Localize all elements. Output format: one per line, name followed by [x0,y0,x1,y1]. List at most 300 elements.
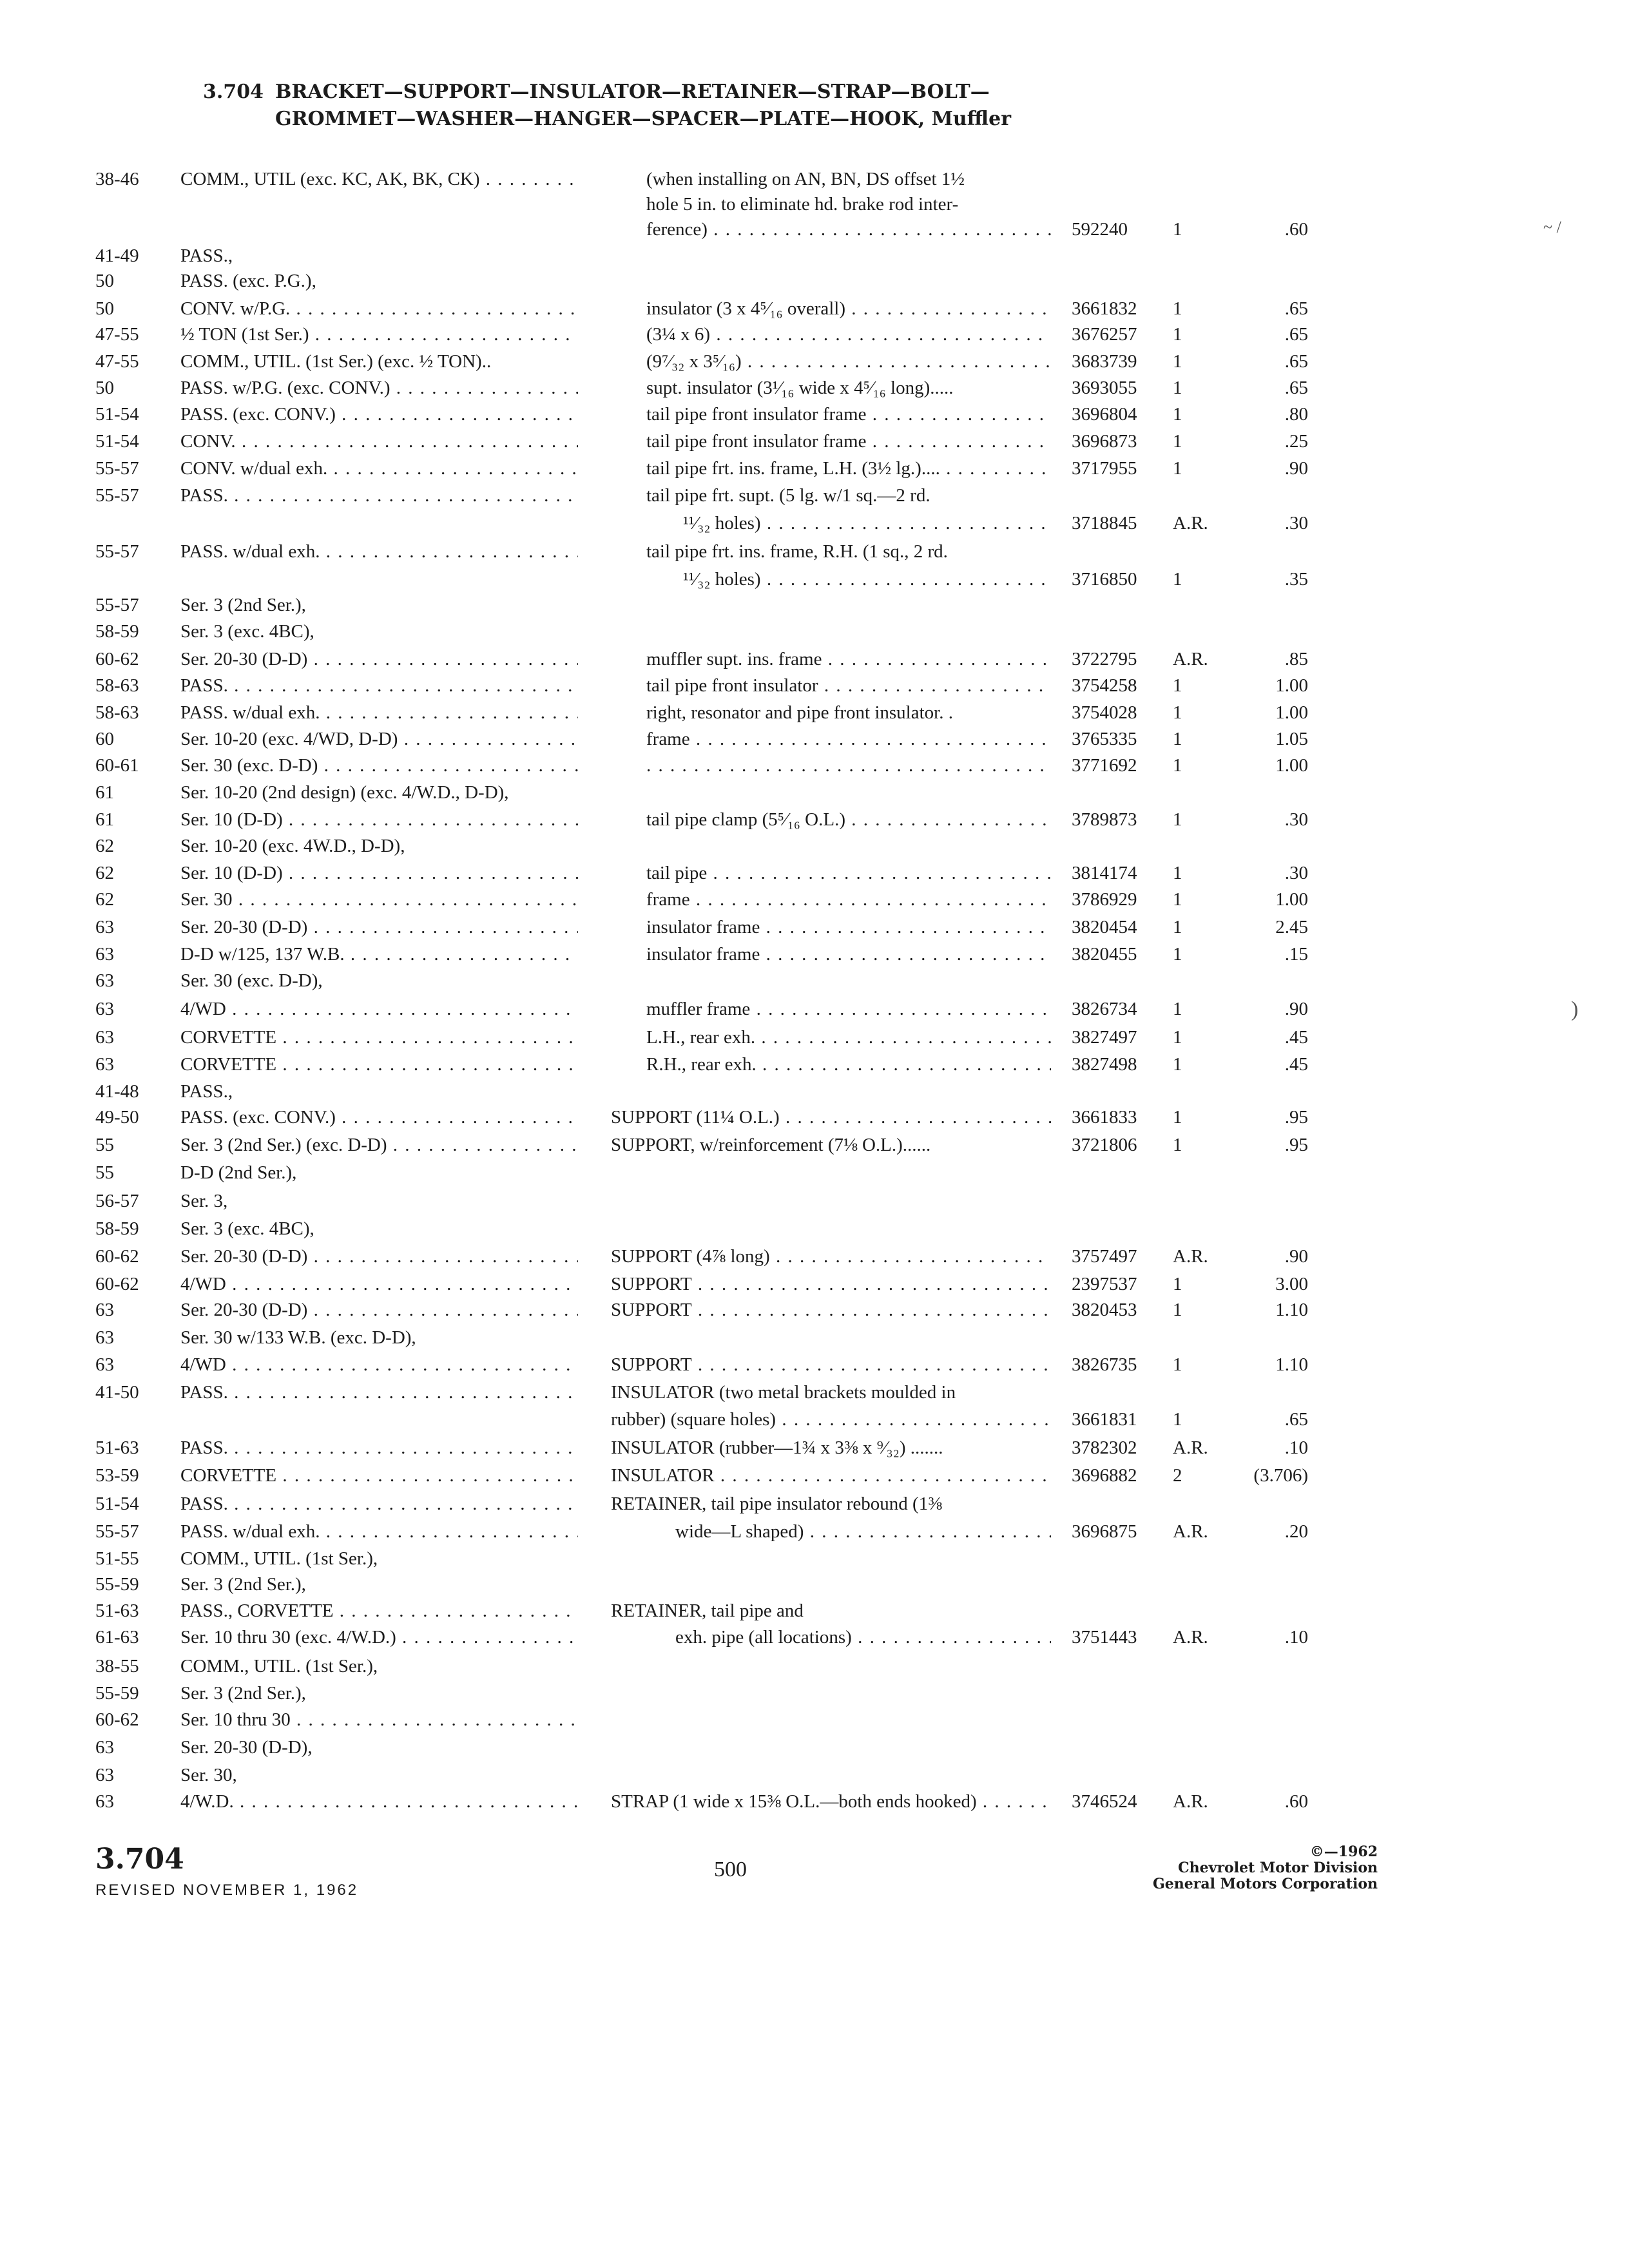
year-cell [95,538,173,566]
part-number-cell [1072,886,1168,914]
model-cell-text: Ser. 10-20 (exc. 4/WD, D-D) . . . [180,729,578,749]
description-cell-text: SUPPORT . . . [611,1274,1051,1294]
table-row [0,191,1629,218]
part-number-cell-text: 3696882 [1072,1465,1137,1486]
price-cell-text: .95 [1284,1107,1308,1128]
part-number-cell [1072,374,1168,402]
quantity-cell [1173,566,1244,593]
description-cell-text: ference) . . . [646,219,1051,240]
year-cell [95,914,173,941]
year-cell [95,672,173,700]
model-cell-text: ½ TON (1st Ser.) . . . [180,324,578,345]
part-number-cell-text: 3676257 [1072,324,1137,345]
year-cell [95,1078,173,1106]
table-row [0,1187,1629,1215]
model-cell [180,860,578,887]
part-number-cell-text: 3696875 [1072,1521,1137,1542]
description-cell [611,1104,1051,1131]
year-cell-text: 61 [95,809,114,830]
model-cell [180,401,578,428]
quantity-cell-text: 1 [1173,675,1182,696]
table-row [0,1462,1629,1490]
model-cell-text: Ser. 10-20 (exc. 4W.D., D-D), [180,836,405,856]
price-cell [1244,1243,1308,1271]
model-cell-text: CORVETTE . . . [180,1054,578,1075]
model-cell-text: Ser. 10 thru 30 (exc. 4/W.D.) . . . [180,1627,578,1648]
description-cell-text: exh. pipe (all locations) . . . [675,1627,1051,1648]
description-cell [646,295,1051,323]
footer-copyright: ©—1962 [1309,1843,1378,1860]
table-row [0,1706,1629,1734]
part-number-cell-text: 3751443 [1072,1627,1137,1648]
description-cell [646,726,1051,753]
part-number-cell-text: 3696873 [1072,431,1137,452]
part-number-cell-text: 3721806 [1072,1135,1137,1155]
description-cell-text: tail pipe front insulator . . . [646,675,1051,696]
table-row [0,1545,1629,1573]
quantity-cell-text: 1 [1173,755,1182,776]
description-cell-text: supt. insulator (3¹⁄₁₆ wide x 4⁵⁄₁₆ long)..... [646,378,954,398]
year-cell-text: 41-49 [95,245,139,266]
description-cell-text: INSULATOR . . . [611,1465,1051,1486]
model-cell-text: CONV. . . . [180,431,578,452]
model-cell [180,914,578,941]
model-cell [180,1104,578,1131]
table-row [0,401,1629,428]
part-number-cell [1072,1462,1168,1490]
description-cell [646,374,1051,402]
description-cell [611,1271,1051,1298]
description-cell [646,699,1051,727]
price-cell-text: .30 [1284,809,1308,830]
part-number-cell-text: 3786929 [1072,889,1137,910]
quantity-cell [1173,886,1244,914]
description-cell-text: rubber) (square holes) . . . [611,1409,1051,1430]
year-cell [95,806,173,834]
model-cell [180,1462,578,1490]
price-cell [1244,295,1308,323]
price-cell-text: .90 [1284,1246,1308,1267]
description-cell-text: wide—L shaped) . . . [675,1521,1051,1542]
part-number-cell [1072,1624,1168,1651]
footer-section-number: 3.704 [95,1843,184,1876]
model-cell [180,1271,578,1298]
part-number-cell [1072,428,1168,456]
part-number-cell-text: 3716850 [1072,569,1137,590]
price-cell-text: .30 [1284,513,1308,533]
part-number-cell-text: 3771692 [1072,755,1137,776]
part-number-cell [1072,1131,1168,1159]
description-cell [611,1597,1051,1625]
price-cell [1244,1788,1308,1816]
quantity-cell [1173,216,1244,244]
table-row [0,967,1629,995]
model-cell [180,1187,578,1215]
year-cell [95,752,173,780]
model-cell-text: PASS. . . . [180,1494,578,1514]
description-cell [611,1131,1051,1159]
description-cell [646,914,1051,941]
quantity-cell [1173,1051,1244,1079]
quantity-cell-text: 1 [1173,944,1182,965]
price-cell [1244,216,1308,244]
model-cell [180,1243,578,1271]
description-cell [675,1624,1051,1651]
part-number-cell [1072,455,1168,483]
quantity-cell [1173,806,1244,834]
year-cell-text: 51-63 [95,1437,139,1458]
part-number-cell [1072,914,1168,941]
year-cell-text: 41-48 [95,1081,139,1102]
quantity-cell-text: 1 [1173,569,1182,590]
model-cell-text: Ser. 3 (2nd Ser.) (exc. D-D) . . . [180,1135,578,1155]
model-cell-text: D-D w/125, 137 W.B. . . . [180,944,578,965]
year-cell [95,1104,173,1131]
description-cell [646,646,1051,673]
year-cell-text: 60-61 [95,755,139,776]
model-cell-text: PASS. . . . [180,1382,578,1403]
part-number-cell [1072,752,1168,780]
quantity-cell [1173,428,1244,456]
model-cell [180,995,578,1023]
model-cell-text: Ser. 3, [180,1191,228,1211]
description-cell-text: L.H., rear exh. . . . [646,1027,1051,1048]
quantity-cell [1173,1462,1244,1490]
description-cell-text: R.H., rear exh. . . . [646,1054,1051,1075]
price-cell [1244,699,1308,727]
table-row [0,1406,1629,1434]
description-cell [646,1051,1051,1079]
year-cell-text: 50 [95,378,114,398]
footer-publisher [1153,1844,1378,1892]
description-cell-text: tail pipe frt. ins. frame, R.H. (1 sq., 2 rd. [646,541,948,562]
part-number-cell [1072,1296,1168,1324]
price-cell-text: .20 [1284,1521,1308,1542]
year-cell [95,1296,173,1324]
description-cell [611,1351,1051,1379]
part-number-cell-text: 3683739 [1072,351,1137,372]
description-cell [646,166,1051,193]
table-row [0,1024,1629,1052]
quantity-cell [1173,295,1244,323]
price-cell [1244,995,1308,1023]
description-cell-text: SUPPORT (11¼ O.L.) . . . [611,1107,1051,1128]
table-row [0,1597,1629,1625]
description-cell [646,995,1051,1023]
model-cell [180,1734,578,1762]
description-cell [646,216,1051,244]
table-row [0,1104,1629,1131]
part-number-cell [1072,1434,1168,1462]
price-cell [1244,646,1308,673]
year-cell [95,1680,173,1707]
table-row [0,1131,1629,1159]
year-cell-text: 51-55 [95,1548,139,1569]
year-cell [95,482,173,510]
quantity-cell [1173,1296,1244,1324]
heading-title-line1: BRACKET—SUPPORT—INSULATOR—RETAINER—STRAP—BOLT— [275,81,990,103]
year-cell-text: 55-59 [95,1574,139,1595]
year-cell [95,1518,173,1546]
year-cell [95,242,173,270]
model-cell [180,538,578,566]
model-cell [180,1490,578,1518]
model-cell-text: 4/WD . . . [180,1274,578,1294]
year-cell-text: 63 [95,970,114,991]
model-cell-text: PASS. w/dual exh. . . . [180,702,578,723]
year-cell [95,348,173,376]
table-row [0,886,1629,914]
table-row [0,1788,1629,1816]
model-cell-text: CONV. w/dual exh. . . . [180,458,578,479]
part-number-cell-text: 3661832 [1072,298,1137,319]
year-cell [95,1379,173,1407]
table-row [0,1324,1629,1352]
year-cell-text: 58-59 [95,1218,139,1239]
year-cell [95,1624,173,1651]
table-row [0,348,1629,376]
model-cell [180,672,578,700]
quantity-cell-text: A.R. [1173,1246,1208,1267]
model-cell-text: 4/WD . . . [180,1354,578,1375]
year-cell [95,1653,173,1680]
year-cell-text: 62 [95,836,114,856]
part-number-cell [1072,1271,1168,1298]
price-cell-text: 1.00 [1275,889,1308,910]
year-cell-text: 38-55 [95,1656,139,1677]
model-cell [180,1545,578,1573]
quantity-cell [1173,1131,1244,1159]
table-row [0,1624,1629,1651]
model-cell [180,1296,578,1324]
table-row [0,510,1629,537]
description-cell-text: tail pipe frt. ins. frame, L.H. (3½ lg.).... . . . [646,458,1051,479]
margin-mark: ) [1571,997,1579,1021]
price-cell [1244,428,1308,456]
model-cell-text: COMM., UTIL. (1st Ser.) (exc. ½ TON).. [180,351,492,372]
description-cell-text: SUPPORT (4⅞ long) . . . [611,1246,1051,1267]
year-cell-text: 63 [95,1300,114,1320]
quantity-cell [1173,646,1244,673]
price-cell-text: .30 [1284,863,1308,883]
price-cell [1244,1624,1308,1651]
year-cell [95,1490,173,1518]
year-cell-text: 62 [95,863,114,883]
part-number-cell [1072,566,1168,593]
model-cell [180,591,578,619]
quantity-cell-text: 1 [1173,809,1182,830]
quantity-cell-text: 1 [1173,1354,1182,1375]
year-cell-text: 55 [95,1162,114,1183]
table-row [0,1296,1629,1324]
price-cell [1244,1462,1308,1490]
price-cell [1244,1024,1308,1052]
year-cell-text: 50 [95,271,114,291]
part-number-cell [1072,941,1168,968]
year-cell-text: 60-62 [95,649,139,669]
model-cell [180,967,578,995]
quantity-cell-text: 1 [1173,1054,1182,1075]
description-cell [646,482,1051,510]
year-cell [95,401,173,428]
part-number-cell-text: 3754258 [1072,675,1137,696]
price-cell [1244,1518,1308,1546]
part-number-cell [1072,1104,1168,1131]
model-cell [180,699,578,727]
price-cell [1244,914,1308,941]
price-cell [1244,321,1308,349]
description-cell-text: RETAINER, tail pipe insulator rebound (1⅜ [611,1494,942,1514]
model-cell-text: Ser. 20-30 (D-D) . . . [180,1300,578,1320]
description-cell-text: hole 5 in. to eliminate hd. brake rod inter- [646,194,959,215]
description-cell-text [646,755,1051,776]
table-row [0,295,1629,323]
year-cell [95,321,173,349]
part-number-cell [1072,321,1168,349]
table-row [0,618,1629,646]
description-cell-text: tail pipe front insulator frame . . . [646,404,1051,425]
model-cell-text: Ser. 10 (D-D) . . . [180,809,578,830]
part-number-cell-text: 3717955 [1072,458,1137,479]
model-cell-text: Ser. 3 (2nd Ser.), [180,1574,306,1595]
quantity-cell [1173,1351,1244,1379]
year-cell [95,1545,173,1573]
year-cell-text: 63 [95,1765,114,1785]
model-cell [180,1131,578,1159]
description-cell [611,1406,1051,1434]
model-cell-text: PASS., [180,1081,233,1102]
model-cell-text: COMM., UTIL. (1st Ser.), [180,1548,378,1569]
part-number-cell-text: 3826735 [1072,1354,1137,1375]
part-number-cell-text: 3827498 [1072,1054,1137,1075]
description-cell-text: tail pipe front insulator frame . . . [646,431,1051,452]
table-row [0,374,1629,402]
price-cell [1244,348,1308,376]
table-row [0,1215,1629,1243]
table-row [0,242,1629,270]
quantity-cell [1173,1406,1244,1434]
year-cell [95,995,173,1023]
part-number-cell [1072,726,1168,753]
year-cell [95,267,173,295]
quantity-cell [1173,699,1244,727]
price-cell-text: .60 [1284,1791,1308,1812]
quantity-cell [1173,1518,1244,1546]
quantity-cell-text: 1 [1173,889,1182,910]
description-cell [683,566,1051,593]
description-cell [611,1243,1051,1271]
part-number-cell [1072,401,1168,428]
year-cell-text: 51-54 [95,431,139,452]
price-cell [1244,374,1308,402]
year-cell [95,1051,173,1079]
part-number-cell [1072,1351,1168,1379]
table-row [0,860,1629,887]
table-row [0,699,1629,727]
part-number-cell [1072,1788,1168,1816]
model-cell [180,752,578,780]
year-cell-text: 47-55 [95,351,139,372]
part-number-cell [1072,295,1168,323]
year-cell [95,1159,173,1187]
year-cell [95,1187,173,1215]
year-cell [95,1434,173,1462]
table-row [0,216,1629,244]
description-cell-text: INSULATOR (rubber—1¾ x 3⅜ x ⁹⁄₃₂) ....... [611,1437,943,1458]
description-cell [646,348,1051,376]
price-cell-text: .45 [1284,1054,1308,1075]
model-cell-text: CORVETTE . . . [180,1027,578,1048]
model-cell-text: PASS. w/P.G. (exc. CONV.) . . . [180,378,578,398]
price-cell-text: .65 [1284,298,1308,319]
part-number-cell [1072,860,1168,887]
part-number-cell [1072,1243,1168,1271]
year-cell [95,1324,173,1352]
description-cell-text: frame . . . [646,889,1051,910]
model-cell-text: PASS., CORVETTE . . . [180,1600,578,1621]
model-cell-text: PASS. . . . [180,1437,578,1458]
model-cell [180,618,578,646]
part-number-cell-text: 3696804 [1072,404,1137,425]
description-cell [646,401,1051,428]
year-cell-text: 61 [95,782,114,803]
heading-section-number: 3.704 [203,81,264,103]
quantity-cell-text: A.R. [1173,1521,1208,1542]
part-number-cell-text: 2397537 [1072,1274,1137,1294]
year-cell-text: 41-50 [95,1382,139,1403]
footer-corporation: General Motors Corporation [1152,1876,1378,1892]
quantity-cell-text: 1 [1173,702,1182,723]
price-cell-text: 3.00 [1275,1274,1308,1294]
part-number-cell-text: 3789873 [1072,809,1137,830]
description-cell-text: tail pipe . . . [646,863,1051,883]
quantity-cell-text: A.R. [1173,649,1208,669]
year-cell-text: 60-62 [95,1274,139,1294]
description-cell-text: muffler supt. ins. frame . . . [646,649,1051,669]
model-cell-text: PASS. (exc. P.G.), [180,271,316,291]
model-cell [180,166,578,193]
table-row [0,914,1629,941]
year-cell-text: 63 [95,1737,114,1758]
description-cell-text: SUPPORT, w/reinforcement (7⅛ O.L.)...... [611,1135,931,1155]
price-cell-text: .90 [1284,458,1308,479]
part-number-cell-text: 3661833 [1072,1107,1137,1128]
model-cell-text: Ser. 30 . . . [180,889,578,910]
model-cell [180,242,578,270]
table-row [0,267,1629,295]
model-cell [180,482,578,510]
table-row [0,591,1629,619]
year-cell-text: 63 [95,1027,114,1048]
table-row [0,941,1629,968]
model-cell-text: Ser. 30 (exc. D-D) . . . [180,755,578,776]
description-cell-text: INSULATOR (two metal brackets moulded in [611,1382,956,1403]
description-cell [646,806,1051,834]
table-row [0,1434,1629,1462]
year-cell-text: 63 [95,1354,114,1375]
part-number-cell-text: 592240 [1072,219,1128,240]
part-number-cell-text: 3746524 [1072,1791,1137,1812]
part-number-cell [1072,1518,1168,1546]
model-cell-text: PASS. w/dual exh. . . . [180,1521,578,1542]
part-number-cell-text: 3814174 [1072,863,1137,883]
year-cell [95,1462,173,1490]
model-cell [180,295,578,323]
table-row [0,726,1629,753]
description-cell [611,1490,1051,1518]
price-cell-text: .10 [1284,1627,1308,1648]
year-cell [95,1024,173,1052]
